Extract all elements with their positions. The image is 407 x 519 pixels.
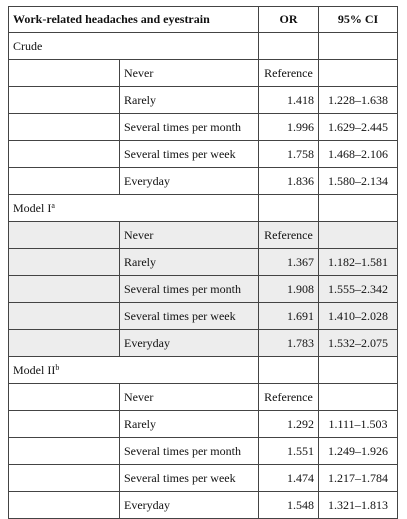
frequency-cell: Several times per week: [120, 141, 259, 168]
frequency-cell: Several times per month: [120, 114, 259, 141]
group-label: Model $II^b$: [9, 357, 259, 384]
frequency-cell: Everyday: [120, 492, 259, 519]
header-exposure: Work-related headaches and eyestrain: [9, 7, 259, 33]
table-row: [9, 330, 398, 357]
ci-cell: [319, 384, 398, 411]
group-footnote-marker: a: [51, 200, 55, 210]
frequency-cell: Several times per week: [120, 465, 259, 492]
table-row: [9, 465, 398, 492]
table-row: [9, 276, 398, 303]
group-label: Crude: [9, 33, 259, 60]
group-or-cell: [259, 33, 319, 60]
ci-cell: 1.629–2.445: [319, 114, 398, 141]
or-cell: 1.474: [259, 465, 319, 492]
table-body: [9, 33, 398, 519]
group-row: [9, 33, 398, 60]
empty-cell: [9, 249, 120, 276]
or-cell: Reference: [259, 384, 319, 411]
empty-cell: [9, 492, 120, 519]
table-row: [9, 141, 398, 168]
odds-ratio-table: [8, 6, 398, 519]
table-row: [9, 384, 398, 411]
empty-cell: [9, 87, 120, 114]
or-cell: 1.783: [259, 330, 319, 357]
or-cell: 1.292: [259, 411, 319, 438]
ci-cell: 1.410–2.028: [319, 303, 398, 330]
table-row: [9, 222, 398, 249]
or-cell: 1.367: [259, 249, 319, 276]
group-ci-cell: [319, 357, 398, 384]
ci-cell: [319, 60, 398, 87]
table-row: [9, 249, 398, 276]
group-ci-cell: [319, 33, 398, 60]
or-cell: 1.758: [259, 141, 319, 168]
group-row: [9, 357, 398, 384]
ci-cell: 1.468–2.106: [319, 141, 398, 168]
empty-cell: [9, 141, 120, 168]
ci-cell: 1.580–2.134: [319, 168, 398, 195]
or-cell: Reference: [259, 222, 319, 249]
empty-cell: [9, 384, 120, 411]
empty-cell: [9, 438, 120, 465]
frequency-cell: Several times per month: [120, 276, 259, 303]
or-cell: 1.908: [259, 276, 319, 303]
or-cell: Reference: [259, 60, 319, 87]
group-row: [9, 195, 398, 222]
header-or: OR: [259, 7, 319, 33]
table-row: [9, 438, 398, 465]
empty-cell: [9, 411, 120, 438]
or-cell: 1.996: [259, 114, 319, 141]
frequency-cell: Never: [120, 222, 259, 249]
or-cell: 1.551: [259, 438, 319, 465]
group-label: Model $I^a$: [9, 195, 259, 222]
frequency-cell: Everyday: [120, 168, 259, 195]
group-or-cell: [259, 195, 319, 222]
header-ci: 95% CI: [319, 7, 398, 33]
empty-cell: [9, 168, 120, 195]
frequency-cell: Rarely: [120, 87, 259, 114]
or-cell: 1.418: [259, 87, 319, 114]
or-cell: 1.836: [259, 168, 319, 195]
empty-cell: [9, 276, 120, 303]
frequency-cell: Everyday: [120, 330, 259, 357]
empty-cell: [9, 465, 120, 492]
ci-cell: 1.111–1.503: [319, 411, 398, 438]
table-row: [9, 303, 398, 330]
table-row: [9, 60, 398, 87]
ci-cell: 1.217–1.784: [319, 465, 398, 492]
or-cell: 1.691: [259, 303, 319, 330]
group-footnote-marker: b: [55, 362, 60, 372]
frequency-cell: Never: [120, 384, 259, 411]
table-row: [9, 492, 398, 519]
table-row: [9, 87, 398, 114]
ci-cell: 1.555–2.342: [319, 276, 398, 303]
table-row: [9, 168, 398, 195]
empty-cell: [9, 114, 120, 141]
header-row: [9, 7, 398, 33]
empty-cell: [9, 330, 120, 357]
frequency-cell: Several times per month: [120, 438, 259, 465]
group-ci-cell: [319, 195, 398, 222]
frequency-cell: Rarely: [120, 411, 259, 438]
empty-cell: [9, 222, 120, 249]
frequency-cell: Several times per week: [120, 303, 259, 330]
ci-cell: 1.532–2.075: [319, 330, 398, 357]
ci-cell: 1.249–1.926: [319, 438, 398, 465]
group-or-cell: [259, 357, 319, 384]
ci-cell: 1.182–1.581: [319, 249, 398, 276]
table-row: [9, 114, 398, 141]
or-cell: 1.548: [259, 492, 319, 519]
ci-cell: 1.321–1.813: [319, 492, 398, 519]
empty-cell: [9, 303, 120, 330]
ci-cell: 1.228–1.638: [319, 87, 398, 114]
frequency-cell: Never: [120, 60, 259, 87]
empty-cell: [9, 60, 120, 87]
ci-cell: [319, 222, 398, 249]
table-row: [9, 411, 398, 438]
frequency-cell: Rarely: [120, 249, 259, 276]
